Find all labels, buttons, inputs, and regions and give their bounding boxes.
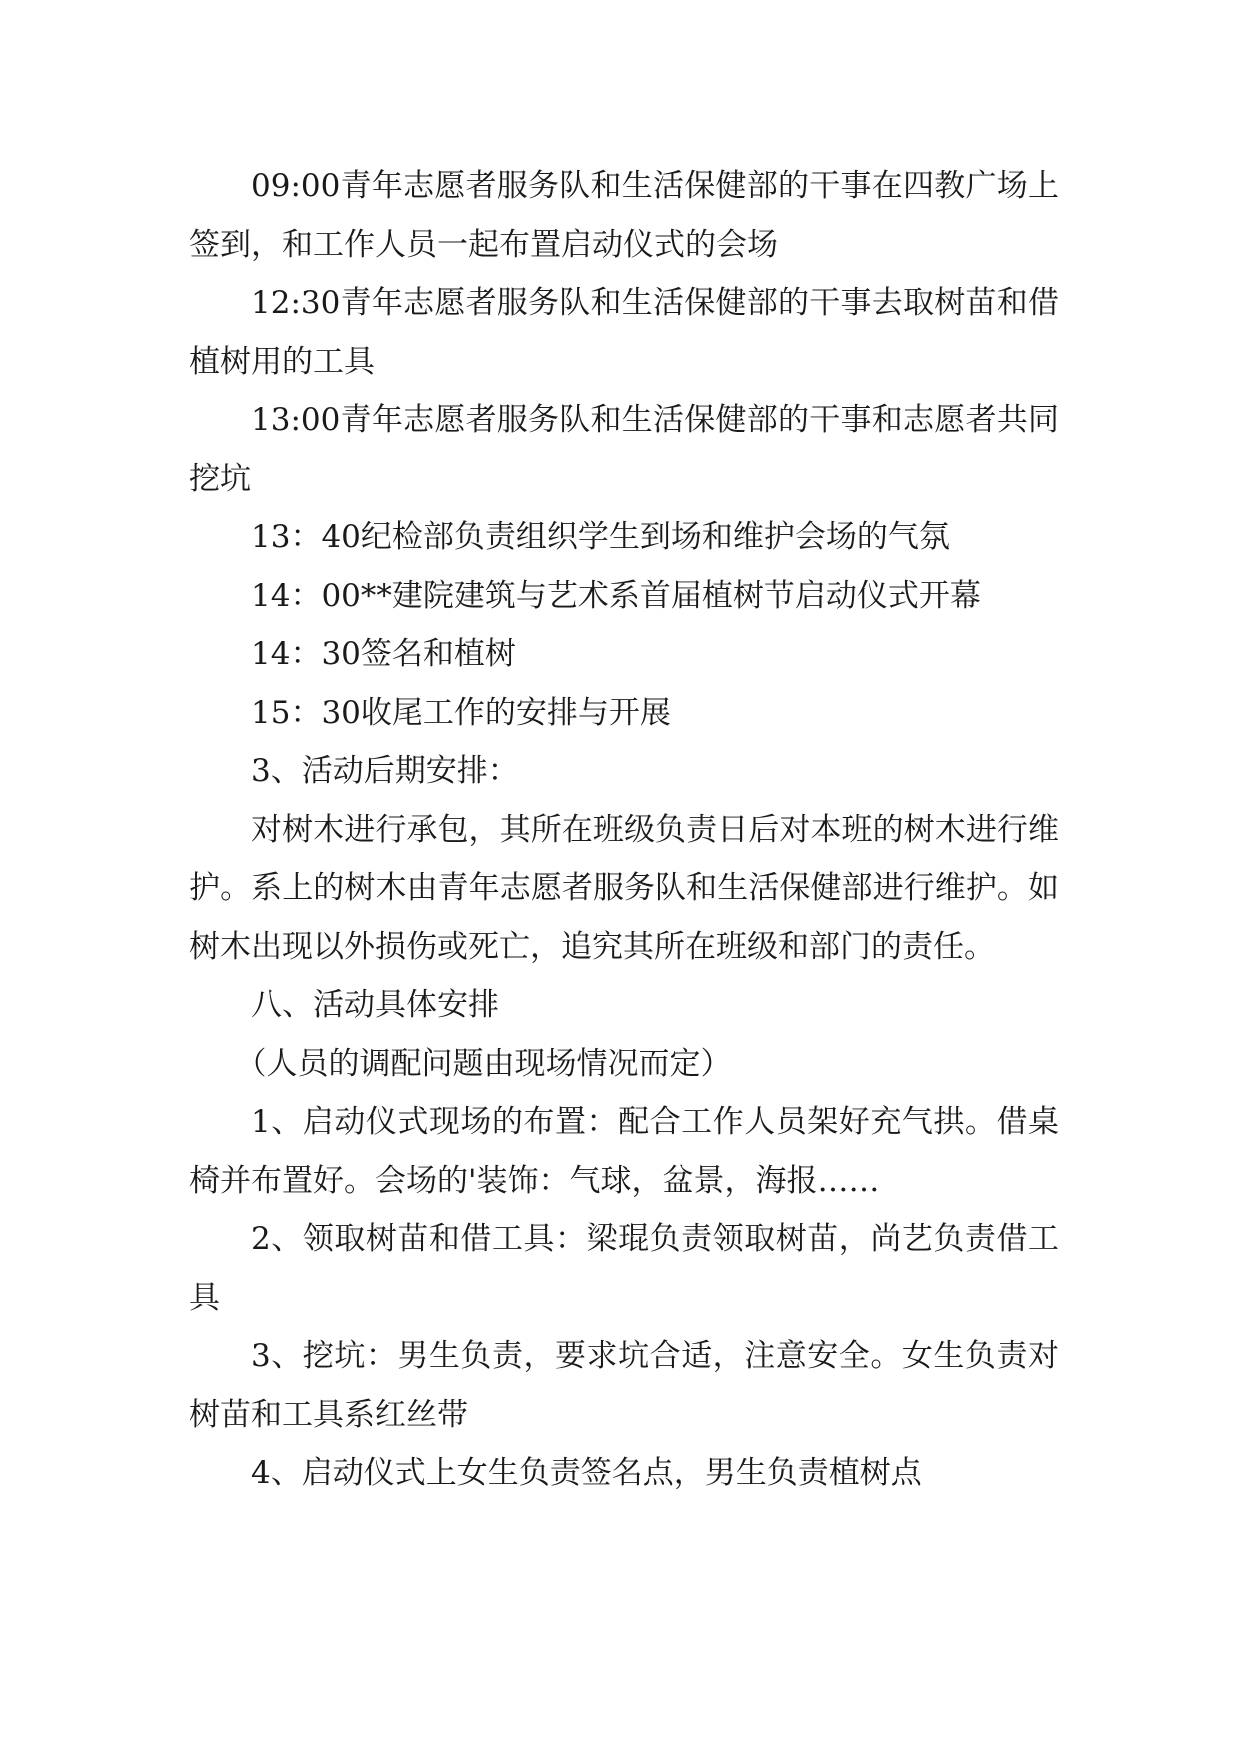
paragraph-schedule-1530: 15：30收尾工作的安排与开展 bbox=[251, 694, 671, 731]
section-heading-post-activity: 3、活动后期安排： bbox=[251, 753, 519, 789]
paragraph-schedule-0900: 09:00青年志愿者服务队和生活保健部的干事在四教广场上签到，和工作人员一起布置启动仪式的会场 bbox=[189, 168, 1059, 263]
paragraph-schedule-1430: 14：30签名和植树 bbox=[251, 636, 516, 672]
paragraph-tree-maintenance: 对树木进行承包，其所在班级负责日后对本班的树木进行维护。系上的树木由青年志愿者服务队和生活保健部进行维护。如树木出现以外损伤或死亡，追究其所在班级和部门的责任。 bbox=[189, 811, 1059, 965]
document-body bbox=[189, 157, 1059, 1503]
paragraph-schedule-1400: 14：00**建院建筑与艺术系首届植树节启动仪式开幕 bbox=[251, 577, 981, 614]
paragraph-item-1: 1、启动仪式现场的布置：配合工作人员架好充气拱。借桌椅并布置好。会场的'装饰：气球，盆景，海报…… bbox=[189, 1104, 1059, 1199]
paragraph-item-2: 2、领取树苗和借工具：梁琨负责领取树苗，尚艺负责借工具 bbox=[189, 1221, 1059, 1316]
paragraph-staffing-note: （人员的调配问题由现场情况而定） bbox=[235, 1045, 732, 1082]
paragraph-schedule-1300: 13:00青年志愿者服务队和生活保健部的干事和志愿者共同挖坑 bbox=[189, 402, 1059, 497]
paragraph-schedule-1230: 12:30青年志愿者服务队和生活保健部的干事去取树苗和借植树用的工具 bbox=[189, 285, 1059, 380]
paragraph-item-3: 3、挖坑：男生负责，要求坑合适，注意安全。女生负责对树苗和工具系红丝带 bbox=[189, 1338, 1059, 1433]
paragraph-item-4: 4、启动仪式上女生负责签名点，男生负责植树点 bbox=[251, 1455, 922, 1491]
paragraph-schedule-1340: 13：40纪检部负责组织学生到场和维护会场的气氛 bbox=[251, 519, 950, 555]
section-heading-arrangement: 八、活动具体安排 bbox=[251, 987, 499, 1023]
